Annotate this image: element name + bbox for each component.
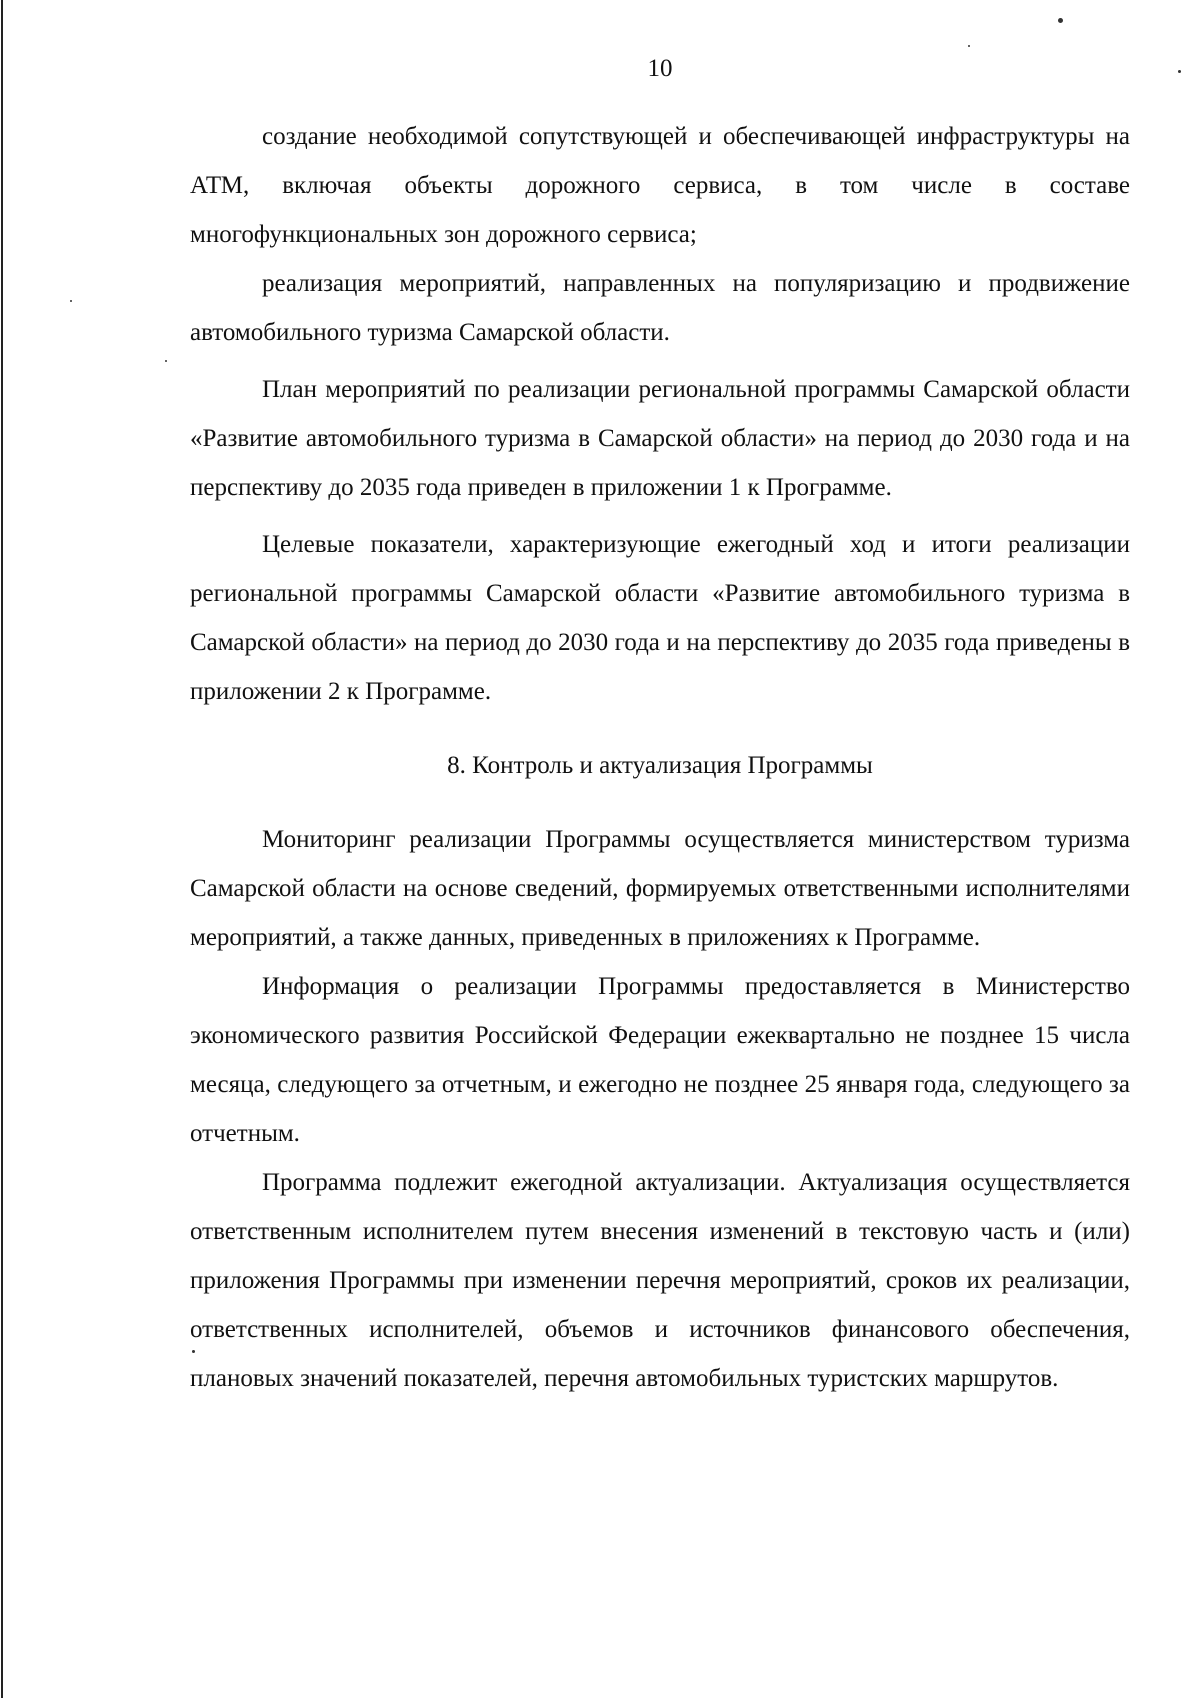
- scan-speck: [1058, 18, 1063, 23]
- scan-speck: [968, 45, 970, 47]
- paragraph-popularization: реализация мероприятий, направленных на популяризацию и продвижение автомобильного туризма Самарской области.: [190, 270, 1130, 346]
- scan-speck: [70, 300, 72, 302]
- paragraph-monitoring: Мониторинг реализации Программы осуществляется министерством туризма Самарской области на основе сведений, формируемых ответственными исполнителями мероприятий, а также данных, приведенных в приложениях к Программе.: [190, 826, 1130, 951]
- scan-speck: [1178, 70, 1181, 73]
- page-number: 10: [647, 55, 673, 82]
- paragraph-actualization: Программа подлежит ежегодной актуализации. Актуализация осуществляется ответственным исполнителем путем внесения изменений в текстовую часть и (или) приложения Программы при изменении перечня мероприятий, сроков их реализации, ответственных исполнителей, объемов и источников финансового обеспечения, плановых значений показателей, перечня автомобильных туристских маршрутов.: [190, 1169, 1130, 1392]
- paragraph-reporting: Информация о реализации Программы предоставляется в Министерство экономического развития Российской Федерации ежеквартально не позднее 15 числа месяца, следующего за отчетным, и ежегодно не позднее 25 января года, следующего за отчетным.: [190, 973, 1130, 1147]
- paragraph-action-plan: План мероприятий по реализации региональной программы Самарской области «Развитие автомобильного туризма в Самарской области» на период до 2030 года и на перспективу до 2035 года приведен в приложении 1 к Программе.: [190, 376, 1130, 501]
- scan-speck: [165, 360, 167, 362]
- scan-edge-line: [1, 0, 3, 1698]
- scan-speck: [192, 1350, 195, 1353]
- section-heading: 8. Контроль и актуализация Программы: [447, 752, 873, 779]
- paragraph-gap: [190, 512, 1130, 520]
- paragraph-infrastructure: создание необходимой сопутствующей и обеспечивающей инфраструктуры на АТМ, включая объекты дорожного сервиса, в том числе в составе многофункциональных зон дорожного сервиса;: [190, 123, 1130, 248]
- paragraph-gap: [190, 357, 1130, 365]
- document-body: [190, 112, 1130, 1403]
- paragraph-target-indicators: Целевые показатели, характеризующие ежегодный ход и итоги реализации региональной программы Самарской области «Развитие автомобильного туризма в Самарской области» на период до 2030 года и на перспективу до 2035 года приведены в приложении 2 к Программе.: [190, 531, 1130, 705]
